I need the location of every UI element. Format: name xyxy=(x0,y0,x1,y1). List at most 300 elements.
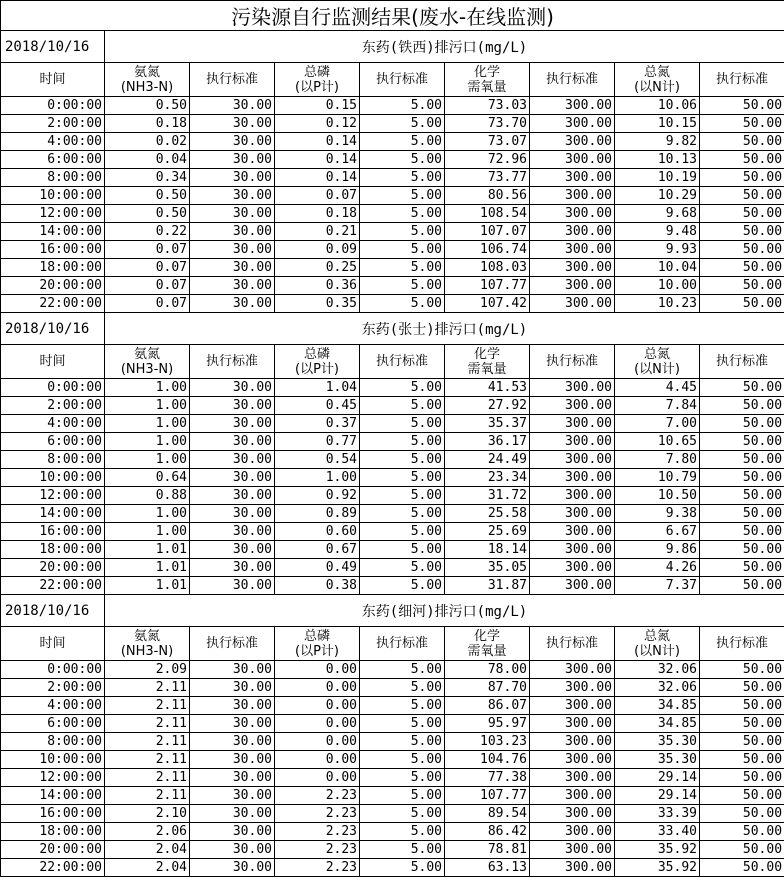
header-standard-ammonia: 执行标准 xyxy=(190,345,275,379)
table-cell: 30.00 xyxy=(190,415,275,433)
table-cell: 73.07 xyxy=(445,133,530,151)
table-cell: 300.00 xyxy=(530,523,615,541)
table-cell: 0.54 xyxy=(275,451,360,469)
table-cell: 30.00 xyxy=(190,661,275,679)
header-cod: 化学 需氧量 xyxy=(445,627,530,661)
table-cell: 50.00 xyxy=(700,751,784,769)
table-cell: 300.00 xyxy=(530,241,615,259)
table-cell: 2:00:00 xyxy=(1,115,105,133)
table-cell: 50.00 xyxy=(700,577,784,595)
table-cell: 5.00 xyxy=(360,415,445,433)
table-cell: 1.00 xyxy=(105,433,190,451)
table-cell: 0.00 xyxy=(275,661,360,679)
table-cell: 35.05 xyxy=(445,559,530,577)
table-cell: 1.01 xyxy=(105,541,190,559)
table-cell: 0.45 xyxy=(275,397,360,415)
table-cell: 2.09 xyxy=(105,661,190,679)
table-cell: 300.00 xyxy=(530,823,615,841)
table-row xyxy=(1,277,784,295)
table-cell: 5.00 xyxy=(360,679,445,697)
table-cell: 50.00 xyxy=(700,97,784,115)
table-cell: 12:00:00 xyxy=(1,487,105,505)
table-row xyxy=(1,433,784,451)
table-cell: 14:00:00 xyxy=(1,505,105,523)
table-row xyxy=(1,469,784,487)
table-cell: 22:00:00 xyxy=(1,577,105,595)
table-cell: 50.00 xyxy=(700,505,784,523)
header-ammonia: 氨氮 (NH3-N) xyxy=(105,627,190,661)
table-cell: 14:00:00 xyxy=(1,223,105,241)
table-row xyxy=(1,769,784,787)
table-cell: 300.00 xyxy=(530,841,615,859)
table-cell: 18:00:00 xyxy=(1,259,105,277)
table-cell: 0.25 xyxy=(275,259,360,277)
header-phosphorus: 总磷 (以P计) xyxy=(275,345,360,379)
table-cell: 300.00 xyxy=(530,277,615,295)
column-header-row xyxy=(1,627,784,661)
table-cell: 300.00 xyxy=(530,487,615,505)
table-cell: 30.00 xyxy=(190,379,275,397)
table-cell: 29.14 xyxy=(615,787,700,805)
table-cell: 30.00 xyxy=(190,487,275,505)
table-cell: 30.00 xyxy=(190,715,275,733)
table-cell: 300.00 xyxy=(530,223,615,241)
table-cell: 2:00:00 xyxy=(1,397,105,415)
table-cell: 5.00 xyxy=(360,661,445,679)
header-standard-nitrogen: 执行标准 xyxy=(700,63,784,97)
table-cell: 2:00:00 xyxy=(1,679,105,697)
table-cell: 34.85 xyxy=(615,715,700,733)
table-cell: 2.11 xyxy=(105,751,190,769)
table-cell: 30.00 xyxy=(190,577,275,595)
table-cell: 300.00 xyxy=(530,133,615,151)
table-cell: 0.00 xyxy=(275,679,360,697)
section-date: 2018/10/16 xyxy=(1,595,105,627)
table-row xyxy=(1,187,784,205)
table-cell: 2.04 xyxy=(105,841,190,859)
table-cell: 10.00 xyxy=(615,277,700,295)
table-cell: 5.00 xyxy=(360,241,445,259)
table-cell: 24.49 xyxy=(445,451,530,469)
table-cell: 2.04 xyxy=(105,859,190,877)
table-cell: 2.23 xyxy=(275,787,360,805)
table-cell: 73.77 xyxy=(445,169,530,187)
table-cell: 30.00 xyxy=(190,451,275,469)
table-cell: 5.00 xyxy=(360,277,445,295)
table-row xyxy=(1,259,784,277)
table-cell: 22:00:00 xyxy=(1,295,105,313)
table-cell: 2.11 xyxy=(105,787,190,805)
table-cell: 5.00 xyxy=(360,469,445,487)
table-cell: 0.07 xyxy=(105,259,190,277)
table-cell: 10:00:00 xyxy=(1,469,105,487)
table-cell: 30.00 xyxy=(190,769,275,787)
table-cell: 300.00 xyxy=(530,679,615,697)
table-cell: 5.00 xyxy=(360,151,445,169)
table-cell: 4:00:00 xyxy=(1,415,105,433)
table-cell: 86.07 xyxy=(445,697,530,715)
table-cell: 25.69 xyxy=(445,523,530,541)
table-cell: 300.00 xyxy=(530,661,615,679)
table-cell: 86.42 xyxy=(445,823,530,841)
table-cell: 30.00 xyxy=(190,559,275,577)
table-cell: 300.00 xyxy=(530,451,615,469)
table-cell: 10.15 xyxy=(615,115,700,133)
table-cell: 30.00 xyxy=(190,187,275,205)
table-cell: 18:00:00 xyxy=(1,823,105,841)
table-cell: 30.00 xyxy=(190,151,275,169)
table-cell: 5.00 xyxy=(360,523,445,541)
table-row xyxy=(1,841,784,859)
table-cell: 5.00 xyxy=(360,133,445,151)
table-cell: 0.04 xyxy=(105,151,190,169)
table-cell: 5.00 xyxy=(360,769,445,787)
table-cell: 0.35 xyxy=(275,295,360,313)
table-cell: 0.18 xyxy=(275,205,360,223)
table-cell: 9.82 xyxy=(615,133,700,151)
table-cell: 300.00 xyxy=(530,505,615,523)
table-cell: 7.80 xyxy=(615,451,700,469)
header-nitrogen: 总氮 (以N计) xyxy=(615,627,700,661)
table-row xyxy=(1,787,784,805)
table-cell: 300.00 xyxy=(530,859,615,877)
header-standard-ammonia: 执行标准 xyxy=(190,627,275,661)
table-cell: 35.37 xyxy=(445,415,530,433)
header-standard-cod: 执行标准 xyxy=(530,345,615,379)
table-cell: 0.00 xyxy=(275,733,360,751)
header-nitrogen: 总氮 (以N计) xyxy=(615,63,700,97)
table-cell: 30.00 xyxy=(190,751,275,769)
table-cell: 50.00 xyxy=(700,805,784,823)
table-cell: 0.88 xyxy=(105,487,190,505)
table-cell: 8:00:00 xyxy=(1,169,105,187)
table-cell: 0.14 xyxy=(275,133,360,151)
table-cell: 0.00 xyxy=(275,715,360,733)
table-cell: 2.23 xyxy=(275,823,360,841)
table-cell: 0.77 xyxy=(275,433,360,451)
table-row xyxy=(1,397,784,415)
table-row xyxy=(1,577,784,595)
table-row xyxy=(1,97,784,115)
table-cell: 50.00 xyxy=(700,205,784,223)
table-cell: 20:00:00 xyxy=(1,277,105,295)
table-cell: 300.00 xyxy=(530,733,615,751)
table-cell: 50.00 xyxy=(700,169,784,187)
table-cell: 8:00:00 xyxy=(1,733,105,751)
table-cell: 32.06 xyxy=(615,679,700,697)
table-cell: 300.00 xyxy=(530,259,615,277)
table-cell: 50.00 xyxy=(700,469,784,487)
table-cell: 50.00 xyxy=(700,523,784,541)
table-cell: 1.00 xyxy=(105,523,190,541)
table-row xyxy=(1,679,784,697)
table-cell: 5.00 xyxy=(360,859,445,877)
table-cell: 87.70 xyxy=(445,679,530,697)
table-cell: 50.00 xyxy=(700,115,784,133)
table-cell: 18:00:00 xyxy=(1,541,105,559)
table-cell: 10.65 xyxy=(615,433,700,451)
table-cell: 107.42 xyxy=(445,295,530,313)
page-title: 污染源自行监测结果(废水-在线监测) xyxy=(1,1,784,31)
table-cell: 0:00:00 xyxy=(1,661,105,679)
table-cell: 0.14 xyxy=(275,169,360,187)
table-cell: 27.92 xyxy=(445,397,530,415)
table-row xyxy=(1,805,784,823)
table-row xyxy=(1,295,784,313)
header-standard-phosphorus: 执行标准 xyxy=(360,627,445,661)
column-header-row xyxy=(1,345,784,379)
table-cell: 30.00 xyxy=(190,823,275,841)
table-cell: 0.09 xyxy=(275,241,360,259)
header-nitrogen: 总氮 (以N计) xyxy=(615,345,700,379)
header-time: 时间 xyxy=(1,627,105,661)
table-cell: 0.00 xyxy=(275,751,360,769)
table-cell: 2.11 xyxy=(105,697,190,715)
table-cell: 300.00 xyxy=(530,115,615,133)
table-cell: 5.00 xyxy=(360,97,445,115)
table-row xyxy=(1,133,784,151)
table-cell: 106.74 xyxy=(445,241,530,259)
header-standard-ammonia: 执行标准 xyxy=(190,63,275,97)
table-cell: 300.00 xyxy=(530,469,615,487)
table-row xyxy=(1,505,784,523)
table-cell: 16:00:00 xyxy=(1,523,105,541)
table-cell: 5.00 xyxy=(360,733,445,751)
table-cell: 0.49 xyxy=(275,559,360,577)
table-cell: 1.00 xyxy=(105,379,190,397)
table-cell: 30.00 xyxy=(190,241,275,259)
table-cell: 5.00 xyxy=(360,451,445,469)
table-cell: 80.56 xyxy=(445,187,530,205)
table-cell: 10.06 xyxy=(615,97,700,115)
table-cell: 0.22 xyxy=(105,223,190,241)
table-cell: 5.00 xyxy=(360,841,445,859)
table-cell: 50.00 xyxy=(700,451,784,469)
table-cell: 6:00:00 xyxy=(1,151,105,169)
table-cell: 0.00 xyxy=(275,769,360,787)
table-cell: 30.00 xyxy=(190,859,275,877)
table-cell: 30.00 xyxy=(190,523,275,541)
table-cell: 0.36 xyxy=(275,277,360,295)
table-cell: 300.00 xyxy=(530,415,615,433)
table-cell: 7.84 xyxy=(615,397,700,415)
table-row xyxy=(1,169,784,187)
table-cell: 1.00 xyxy=(105,505,190,523)
table-row xyxy=(1,205,784,223)
table-cell: 30.00 xyxy=(190,541,275,559)
header-cod: 化学 需氧量 xyxy=(445,63,530,97)
table-cell: 50.00 xyxy=(700,295,784,313)
table-cell: 50.00 xyxy=(700,133,784,151)
table-cell: 50.00 xyxy=(700,433,784,451)
table-cell: 1.01 xyxy=(105,559,190,577)
table-cell: 34.85 xyxy=(615,697,700,715)
table-row xyxy=(1,115,784,133)
table-cell: 300.00 xyxy=(530,379,615,397)
header-phosphorus: 总磷 (以P计) xyxy=(275,627,360,661)
table-cell: 7.37 xyxy=(615,577,700,595)
table-cell: 300.00 xyxy=(530,787,615,805)
table-cell: 300.00 xyxy=(530,433,615,451)
table-cell: 35.30 xyxy=(615,733,700,751)
table-cell: 0.21 xyxy=(275,223,360,241)
table-cell: 300.00 xyxy=(530,697,615,715)
table-row xyxy=(1,487,784,505)
section-outlet-title: 东药(张士)排污口(mg/L) xyxy=(105,313,784,345)
table-cell: 0.18 xyxy=(105,115,190,133)
table-cell: 30.00 xyxy=(190,733,275,751)
table-cell: 50.00 xyxy=(700,679,784,697)
table-cell: 30.00 xyxy=(190,787,275,805)
table-cell: 1.00 xyxy=(105,451,190,469)
table-cell: 104.76 xyxy=(445,751,530,769)
table-cell: 2.23 xyxy=(275,859,360,877)
table-cell: 0.92 xyxy=(275,487,360,505)
table-cell: 20:00:00 xyxy=(1,841,105,859)
table-row xyxy=(1,415,784,433)
table-row xyxy=(1,379,784,397)
header-standard-nitrogen: 执行标准 xyxy=(700,345,784,379)
table-cell: 10:00:00 xyxy=(1,751,105,769)
table-cell: 50.00 xyxy=(700,415,784,433)
table-cell: 108.03 xyxy=(445,259,530,277)
table-cell: 300.00 xyxy=(530,751,615,769)
table-cell: 50.00 xyxy=(700,151,784,169)
table-cell: 50.00 xyxy=(700,733,784,751)
table-cell: 30.00 xyxy=(190,205,275,223)
table-cell: 95.97 xyxy=(445,715,530,733)
table-cell: 50.00 xyxy=(700,541,784,559)
table-cell: 9.38 xyxy=(615,505,700,523)
table-cell: 7.00 xyxy=(615,415,700,433)
table-cell: 50.00 xyxy=(700,697,784,715)
table-cell: 5.00 xyxy=(360,823,445,841)
header-standard-cod: 执行标准 xyxy=(530,63,615,97)
column-header-row xyxy=(1,63,784,97)
table-cell: 300.00 xyxy=(530,541,615,559)
table-cell: 31.87 xyxy=(445,577,530,595)
table-cell: 5.00 xyxy=(360,433,445,451)
table-cell: 35.92 xyxy=(615,841,700,859)
table-cell: 5.00 xyxy=(360,541,445,559)
table-cell: 0.38 xyxy=(275,577,360,595)
section-date: 2018/10/16 xyxy=(1,313,105,345)
table-cell: 50.00 xyxy=(700,397,784,415)
table-cell: 6:00:00 xyxy=(1,715,105,733)
table-row xyxy=(1,823,784,841)
table-cell: 30.00 xyxy=(190,469,275,487)
table-cell: 0.15 xyxy=(275,97,360,115)
table-cell: 0.50 xyxy=(105,187,190,205)
table-cell: 5.00 xyxy=(360,559,445,577)
table-row xyxy=(1,859,784,877)
table-cell: 5.00 xyxy=(360,715,445,733)
table-cell: 50.00 xyxy=(700,277,784,295)
table-cell: 30.00 xyxy=(190,505,275,523)
table-cell: 30.00 xyxy=(190,805,275,823)
table-cell: 0:00:00 xyxy=(1,97,105,115)
table-cell: 50.00 xyxy=(700,661,784,679)
table-cell: 0.60 xyxy=(275,523,360,541)
table-cell: 0.02 xyxy=(105,133,190,151)
table-cell: 10.19 xyxy=(615,169,700,187)
table-cell: 16:00:00 xyxy=(1,241,105,259)
header-time: 时间 xyxy=(1,63,105,97)
table-cell: 0:00:00 xyxy=(1,379,105,397)
table-row xyxy=(1,151,784,169)
table-cell: 1.00 xyxy=(275,469,360,487)
table-cell: 30.00 xyxy=(190,433,275,451)
header-ammonia: 氨氮 (NH3-N) xyxy=(105,345,190,379)
header-standard-phosphorus: 执行标准 xyxy=(360,63,445,97)
table-cell: 30.00 xyxy=(190,223,275,241)
table-cell: 12:00:00 xyxy=(1,205,105,223)
table-cell: 5.00 xyxy=(360,223,445,241)
table-cell: 0.50 xyxy=(105,205,190,223)
table-cell: 5.00 xyxy=(360,259,445,277)
header-time: 时间 xyxy=(1,345,105,379)
table-cell: 50.00 xyxy=(700,559,784,577)
table-cell: 10:00:00 xyxy=(1,187,105,205)
table-cell: 2.23 xyxy=(275,805,360,823)
table-cell: 4:00:00 xyxy=(1,133,105,151)
table-cell: 22:00:00 xyxy=(1,859,105,877)
table-cell: 5.00 xyxy=(360,169,445,187)
table-cell: 107.77 xyxy=(445,787,530,805)
table-cell: 300.00 xyxy=(530,715,615,733)
table-cell: 0.07 xyxy=(275,187,360,205)
table-row xyxy=(1,559,784,577)
table-cell: 16:00:00 xyxy=(1,805,105,823)
section-outlet-title: 东药(铁西)排污口(mg/L) xyxy=(105,31,784,63)
table-cell: 9.93 xyxy=(615,241,700,259)
table-cell: 300.00 xyxy=(530,397,615,415)
title-row xyxy=(1,1,784,31)
table-cell: 5.00 xyxy=(360,115,445,133)
table-cell: 5.00 xyxy=(360,805,445,823)
table-cell: 30.00 xyxy=(190,697,275,715)
table-cell: 10.50 xyxy=(615,487,700,505)
table-cell: 2.11 xyxy=(105,715,190,733)
table-cell: 18.14 xyxy=(445,541,530,559)
table-cell: 5.00 xyxy=(360,577,445,595)
table-cell: 2.06 xyxy=(105,823,190,841)
table-cell: 63.13 xyxy=(445,859,530,877)
table-cell: 30.00 xyxy=(190,259,275,277)
table-cell: 103.23 xyxy=(445,733,530,751)
section-header-row xyxy=(1,313,784,345)
table-cell: 73.70 xyxy=(445,115,530,133)
table-cell: 107.77 xyxy=(445,277,530,295)
table-cell: 300.00 xyxy=(530,97,615,115)
table-cell: 1.00 xyxy=(105,415,190,433)
table-cell: 5.00 xyxy=(360,787,445,805)
table-cell: 300.00 xyxy=(530,577,615,595)
table-cell: 2.11 xyxy=(105,679,190,697)
table-body xyxy=(1,1,784,877)
table-cell: 0.07 xyxy=(105,241,190,259)
table-cell: 30.00 xyxy=(190,397,275,415)
table-cell: 25.58 xyxy=(445,505,530,523)
section-outlet-title: 东药(细河)排污口(mg/L) xyxy=(105,595,784,627)
table-cell: 300.00 xyxy=(530,295,615,313)
table-cell: 10.13 xyxy=(615,151,700,169)
table-cell: 89.54 xyxy=(445,805,530,823)
section-header-row xyxy=(1,31,784,63)
table-cell: 50.00 xyxy=(700,859,784,877)
table-cell: 41.53 xyxy=(445,379,530,397)
table-row xyxy=(1,697,784,715)
